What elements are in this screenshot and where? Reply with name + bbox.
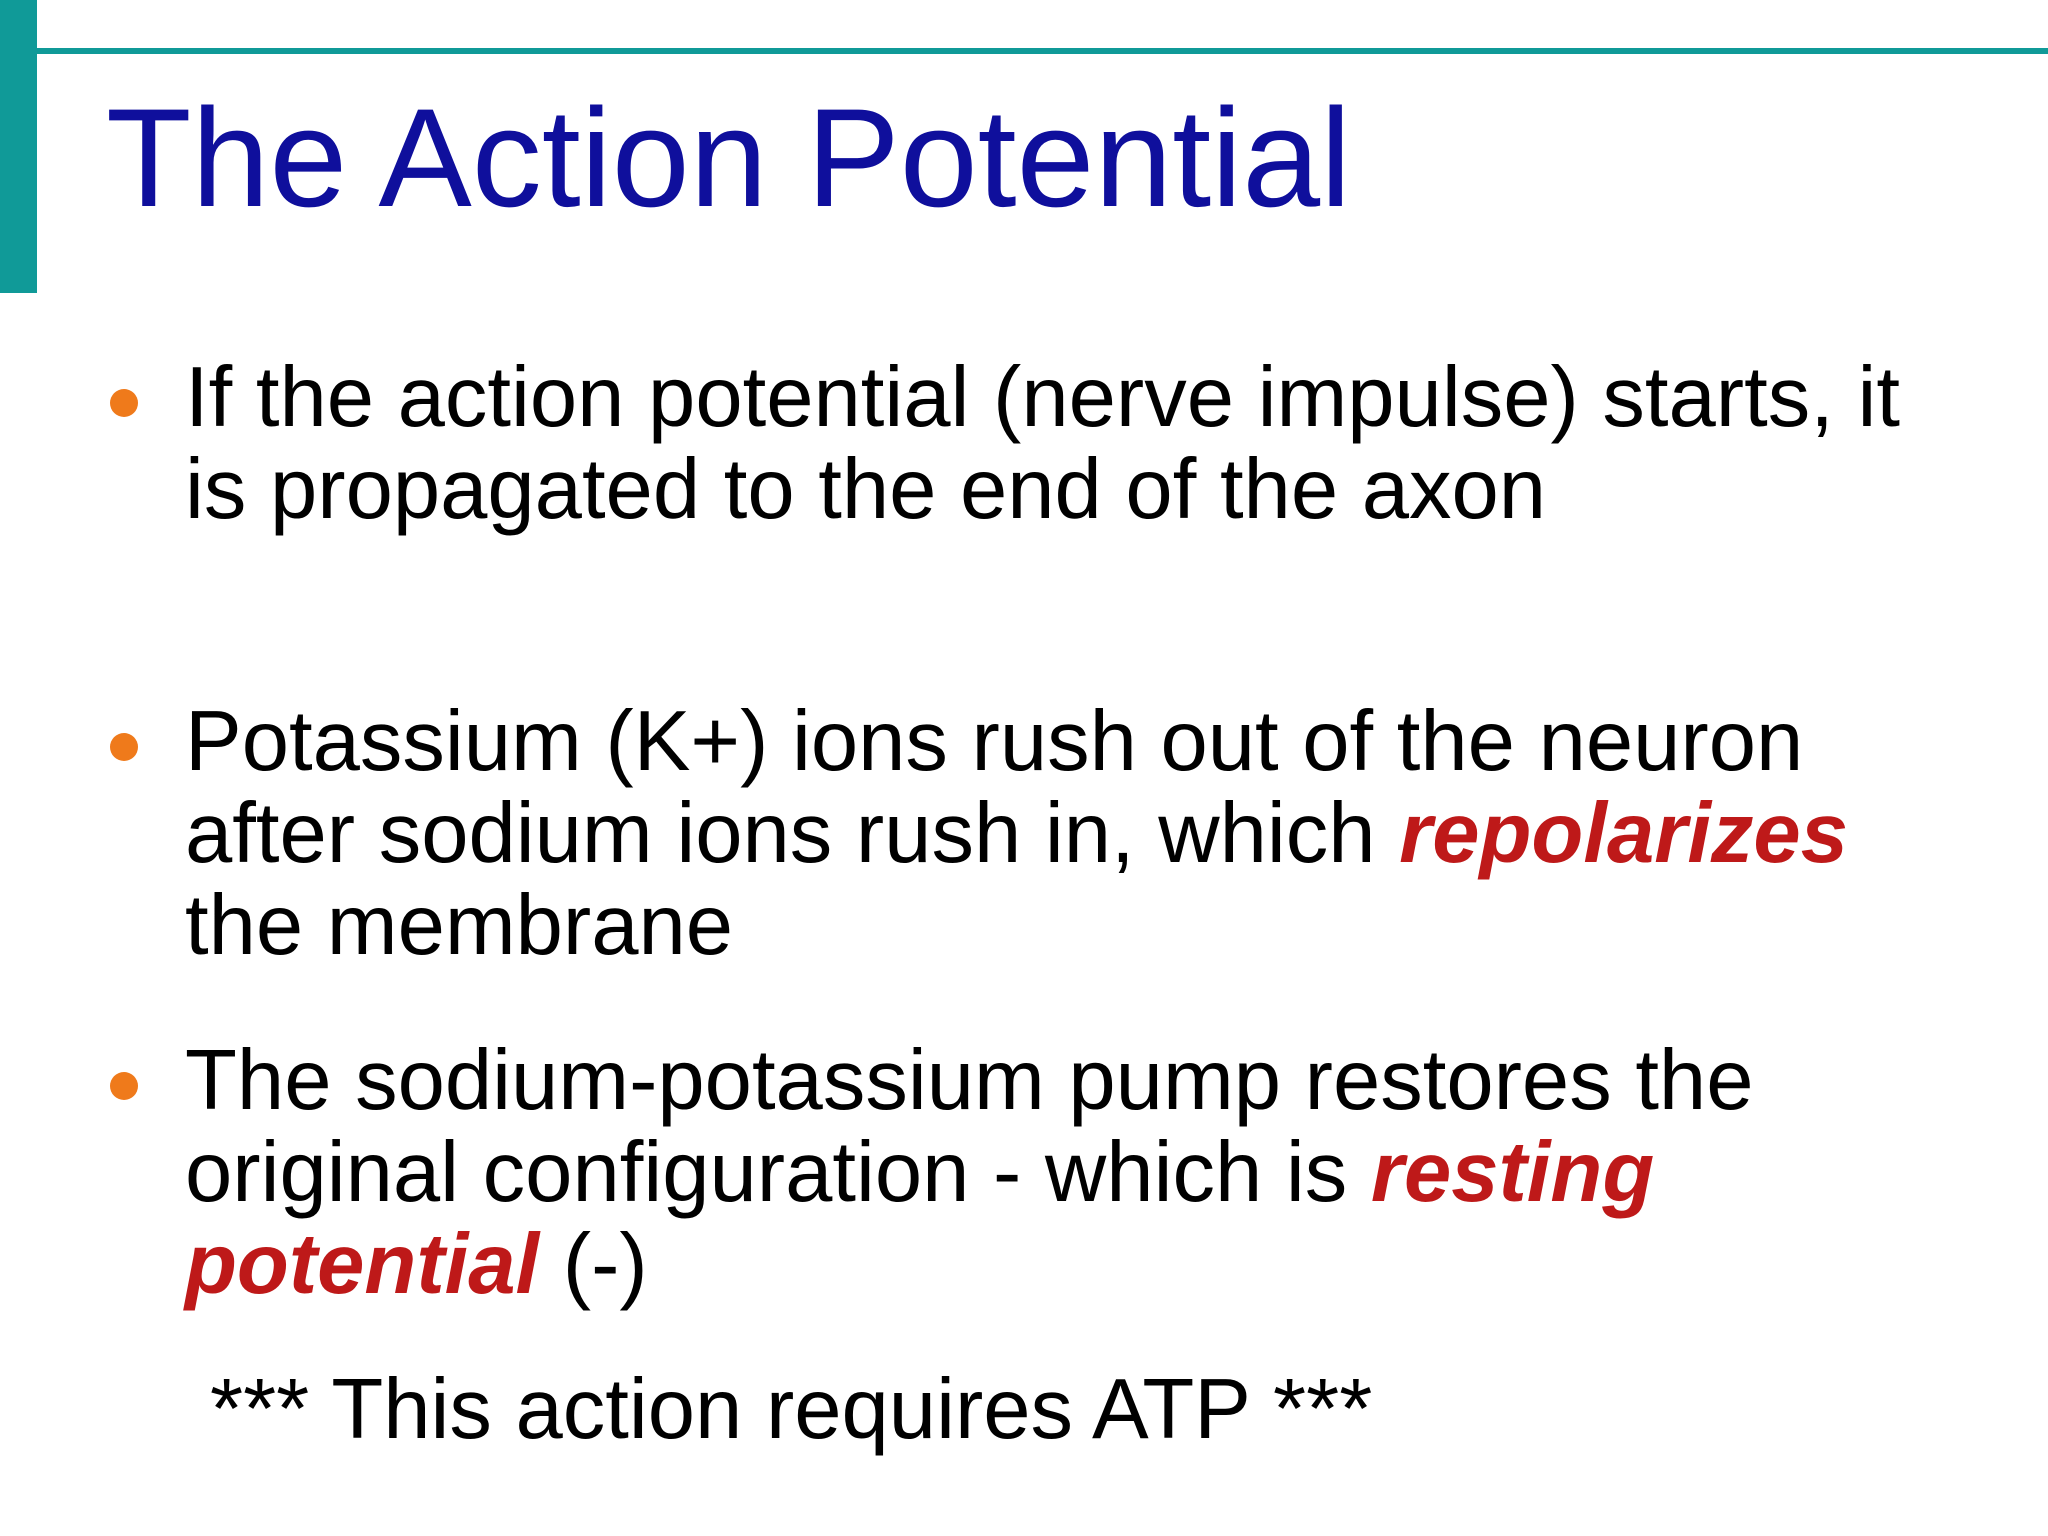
accent-line xyxy=(37,48,2048,54)
bullet-item-sodium-potassium-pump xyxy=(185,1035,1975,1311)
bullet-text: If the action potential (nerve impulse) starts, it is propagated to the end of the axon xyxy=(185,350,1900,537)
bullet-dot-icon xyxy=(110,1072,138,1100)
bullet-text-after: the membrane xyxy=(185,878,734,973)
bullet-text: The sodium-potassium pump restores the original configuration - which is xyxy=(185,1033,1754,1220)
bullet-text: Potassium (K+) ions rush out of the neuron after sodium ions rush in, which xyxy=(185,694,1804,881)
footnote: *** This action requires ATP *** xyxy=(210,1362,1373,1457)
bullet-item-repolarization xyxy=(185,696,1975,972)
bullet-dot-icon xyxy=(110,389,138,417)
bullet-dot-icon xyxy=(110,733,138,761)
slide-title: The Action Potential xyxy=(106,79,1352,236)
bullet-emphasis: repolarizes xyxy=(1399,786,1848,881)
bullet-emphasis: resting potential xyxy=(185,1125,1655,1312)
bullet-text-after: (-) xyxy=(539,1217,648,1312)
bullet-item-propagation xyxy=(185,352,1975,536)
accent-bar xyxy=(0,0,37,293)
